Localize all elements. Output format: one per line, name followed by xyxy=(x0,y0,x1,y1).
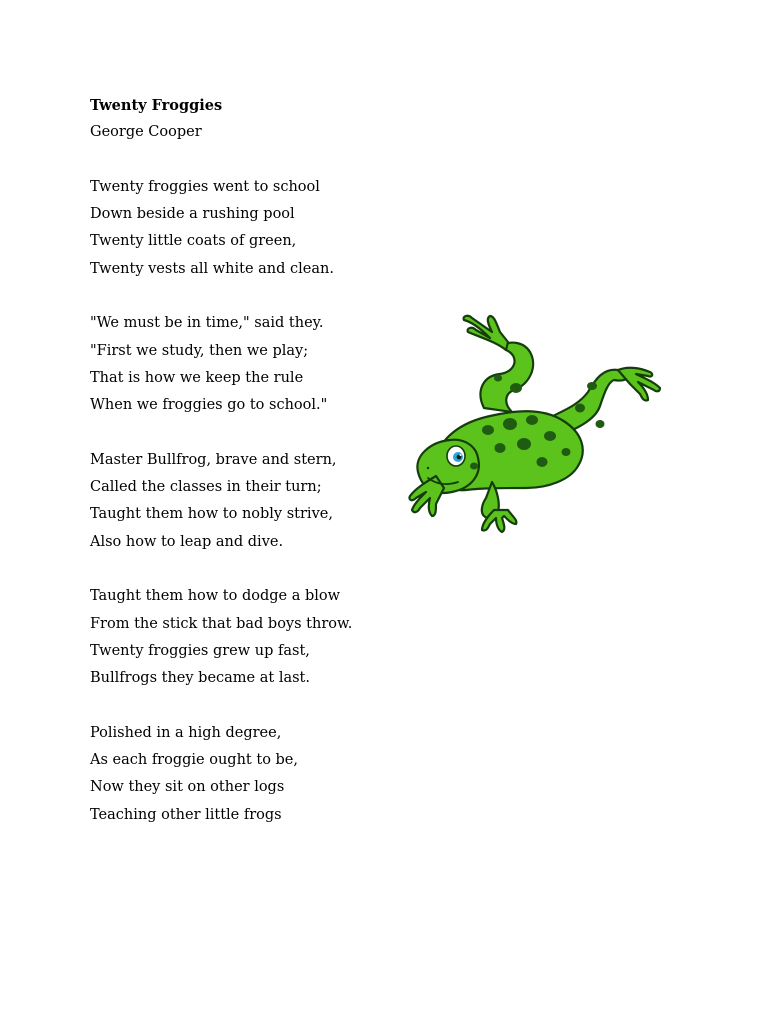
poem-line: Called the classes in their turn; xyxy=(90,479,322,496)
poem-title: Twenty Froggies xyxy=(90,97,223,114)
frog-illustration xyxy=(392,312,668,536)
poem-line: From the stick that bad boys throw. xyxy=(90,615,353,632)
poem-line: Polished in a high degree, xyxy=(90,724,282,741)
poem-line: Master Bullfrog, brave and stern, xyxy=(90,451,337,468)
poem-line: When we froggies go to school." xyxy=(90,397,328,414)
poem-line: Twenty vests all white and clean. xyxy=(90,260,334,277)
poem-line: Taught them how to dodge a blow xyxy=(90,588,341,605)
poem-line: Now they sit on other logs xyxy=(90,779,285,796)
frog-eye xyxy=(447,446,465,466)
poem-line: That is how we keep the rule xyxy=(90,369,304,386)
poem-line: Down beside a rushing pool xyxy=(90,206,295,223)
poem-line: Also how to leap and dive. xyxy=(90,533,284,550)
poem-line: Taught them how to nobly strive, xyxy=(90,506,333,523)
poem xyxy=(90,92,410,829)
stanza-1 xyxy=(90,174,410,283)
poem-line: Twenty little coats of green, xyxy=(90,233,297,250)
poem-line: Twenty froggies went to school xyxy=(90,178,320,195)
stanza-5 xyxy=(90,720,410,829)
poem-line: Twenty froggies grew up fast, xyxy=(90,642,310,659)
stanza-4 xyxy=(90,583,410,692)
poem-line: As each froggie ought to be, xyxy=(90,752,298,769)
poem-line: "First we study, then we play; xyxy=(90,342,309,359)
stanza-2 xyxy=(90,310,410,419)
poem-line: "We must be in time," said they. xyxy=(90,315,324,332)
poem-line: Teaching other little frogs xyxy=(90,806,282,823)
poem-author: George Cooper xyxy=(90,124,202,141)
poem-line: Bullfrogs they became at last. xyxy=(90,670,310,687)
stanza-3 xyxy=(90,447,410,556)
